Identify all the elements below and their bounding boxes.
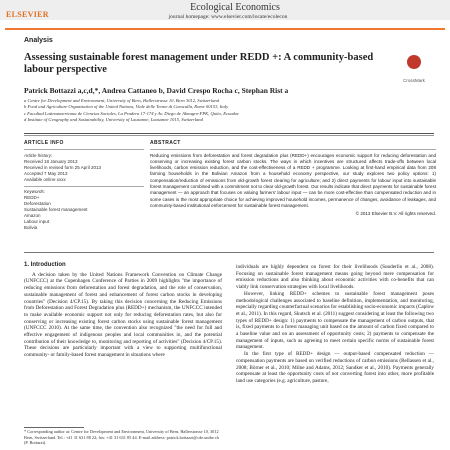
abstract-heading: ABSTRACT: [150, 140, 181, 146]
footnote-rule: [24, 427, 84, 428]
abstract-text: Reducing emissions from deforestation and forest degradation plus (REDD+) encourages economic support for reducing deforestation and conserving or increasing existing forest carbon stocks. The ways in which incentives are structured affects trade-offs between local livelihoods, carbon emission reduction, and the cost-effectiveness of a REDD + programme. Looking at first-hand empirical data from 208 farming households in the Bolivian Amazon from a household economy perspective, our study explores two policy options: 1) compensation/reduction of emissions from old-growth forest clearing for agriculture; and 2) direct payments for labour input into sustainable forest management combined with a commitment not to clear old-growth forest. Our results indicate that direct payments for sustainable forest management — an approach that focuses on valuing farmers' labour input — can be more cost-effective than compensated reduction and in some cases is the most appropriate choice for achieving improved household incomes, permanence of changes, avoidance of leakages, and community-based institutional enforcement for sustainable forest management.: [150, 152, 436, 208]
history-label: Article history:: [24, 152, 53, 158]
affiliation-d: d Institute of Geography and Sustainability, University of Lausanne, Lausanne 1015, Switzerland: [24, 116, 203, 122]
info-top-rule-thin: [24, 135, 434, 136]
article-title: Assessing sustainable forest management under REDD +: A community-based labour perspective: [24, 52, 374, 75]
corresponding-author-footnote: * Corresponding author at: Centre for Development and Environment, University of Bern, Hallerstrasse 10, 3012 Bern, Switzerland. Tel.: +41 31 631 88 22; fax: +41 31 631 85 44. E-mail address: patrick.bottazzi@cde.unibe.ch (P. Bottazzi).: [24, 429, 219, 446]
journal-homepage-link[interactable]: journal homepage: www.elsevier.com/locate/ecolecon: [168, 14, 288, 20]
keyword: Amazon: [24, 213, 41, 218]
keyword: Sustainable forest management: [24, 207, 88, 212]
history-accepted: Accepted 7 May 2013: [24, 170, 68, 176]
intro-paragraph-1: A decision taken by the United Nations Framework Convention on Climate Change (UNFCCC) at the Copenhagen Conference of Parties in 2009 highlights "the importance of reducing emissions from deforestation and forest degradation, and the role of conservation, sustainable management of forest and enhancement of forest carbon stocks in developing countries" (Decision 4/CP.15). By taking this decision concerning the Reducing Emissions from Deforestation and Forest Degradation plus (REDD+) mechanism, the UNFCCC intended to make available economic support not only for reducing deforestation rates, but also for conserving or increasing existing forest carbon stocks using sustainable forest management (UNFCCC 2010). At the same time, the convention also recognized "the need for full and effective engagement of indigenous peoples and local communities in, and the potential contribution of their knowledge to, monitoring and reporting of activities" (Decision 4/CP.15). These decisions are particularly important with a view to supporting multifunctional community- or family-based forest management in situations where: [24, 271, 222, 359]
info-top-rule: [24, 133, 434, 134]
affiliation-c: c Facultad Latinoamericana de Ciencias Sociales, La Pradera 17-174 y Av. Diego de Almagro-FPK, Quito, Ecuador: [24, 110, 240, 116]
keyword: Deforestation: [24, 201, 51, 206]
keyword: Bolivia: [24, 225, 38, 230]
history-received: Received 18 January 2013: [24, 158, 78, 164]
affiliation-a: a Centre for Development and Environment, University of Bern, Hallerstrasse 10, Bern 3012, Switzerland: [24, 98, 219, 103]
keyword: Labour input: [24, 219, 50, 224]
publisher-logo: ELSEVIER: [6, 10, 49, 19]
crossmark-label: CrossMark: [403, 78, 425, 83]
journal-name: Ecological Economics: [190, 2, 280, 13]
section-label: Analysis: [24, 37, 53, 44]
affiliations: [24, 98, 424, 123]
author-list: Patrick Bottazzi a,c,d,*, Andrea Cattaneo b, David Crespo Rocha c, Stephan Rist a: [24, 86, 289, 95]
abstract-divider: [150, 149, 436, 150]
intro-paragraph-continued: individuals are highly dependent on forest for their livelihoods (Sunderlin et al., 2008). Focusing on sustainable forest management means going beyond mere compensation for emission reductions and also thinking about economic activities with co-benefits that can viably link conservation strategies with local livelihoods.: [236, 264, 434, 291]
affiliation-b: b Food and Agriculture Organization of the United Nations, Viale delle Terme di Caracalla, Rome 00153, Italy: [24, 104, 229, 110]
body-column-right: [236, 264, 434, 385]
keywords-divider: [24, 186, 144, 187]
intro-paragraph-2: However, linking REDD+ schemes to sustainable forest management poses methodological challenges associated to baseline definition, implementation, and monitoring, especially regarding counterfactual scenarios for establishing socio-economic impacts (Caplow et al., 2011). In this regard, Skutsch et al. (2011) suggest considering at least the following two types of REDD+ design: 1) payments to compensate the management of carbon outputs, that is, fixed payments to a forest managing unit based on the amount of carbon fixed compared to a baseline value and on an assessment of opportunity costs; 2) payments to compensate the management of inputs, such as agreeing to meet certain specific norms of sustainable forest management.: [236, 290, 434, 351]
crossmark-badge[interactable]: [392, 55, 436, 87]
abstract-panel: [150, 140, 436, 216]
article-info-heading: ARTICLE INFO: [24, 140, 64, 146]
abstract-bottom-rule: [24, 252, 434, 253]
crossmark-icon: [407, 55, 421, 69]
article-info-panel: [24, 140, 144, 231]
history-revised: Received in revised form 25 April 2013: [24, 164, 102, 170]
article-info-divider: [24, 149, 144, 150]
history-online: Available online xxxx: [24, 176, 66, 182]
keywords-label: Keywords:: [24, 189, 46, 194]
introduction-heading: 1. Introduction: [24, 262, 66, 268]
copyright-notice: © 2013 Elsevier B.V. All rights reserved.: [355, 211, 436, 217]
body-column-left: [24, 262, 222, 359]
keyword: REDD+: [24, 195, 40, 200]
intro-paragraph-3: In the first type of REDD+ design — output-based compensated reduction — compensation payments are based on verified reductions of carbon emissions (Bellassen et al., 2008; Börner et al., 2010; Milne and Adams, 2012; Sandker et al., 2010). Payments generally compensate at least the opportunity costs of not converting forest into other, more profitable land use categories (e.g. agriculture, pasture,: [236, 351, 434, 384]
header-divider: [5, 28, 445, 30]
